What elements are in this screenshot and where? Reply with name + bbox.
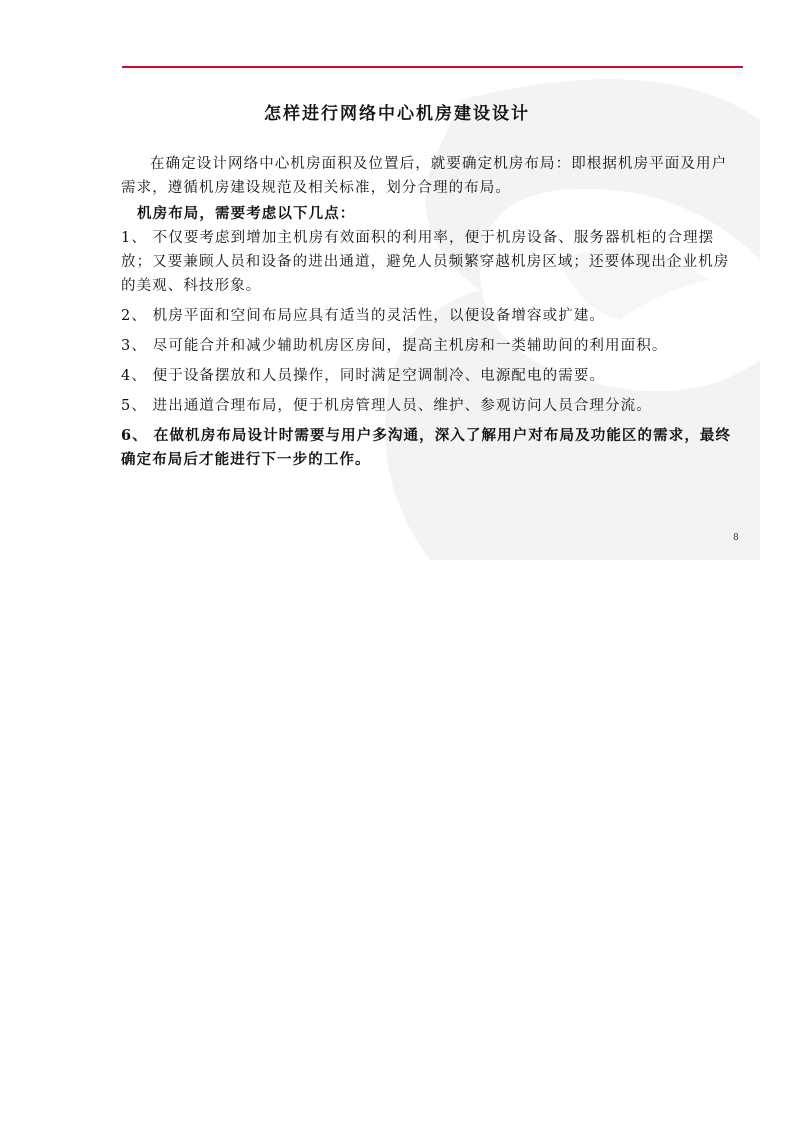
page-number: 8	[733, 533, 739, 543]
header-rule	[122, 66, 743, 68]
section-subheading: 机房布局，需要考虑以下几点：	[137, 205, 356, 222]
intro-paragraph: 在确定设计网络中心机房面积及位置后，就要确定机房布局：即根据机房平面及用户需求，遵循机房建设规范及相关标准，划分合理的布局。	[121, 156, 728, 196]
document-title: 怎样进行网络中心机房建设设计	[264, 104, 530, 124]
document-body	[121, 152, 733, 472]
list-item: 3、 尽可能合并和减少辅助机房区房间，提高主机房和一类辅助间的利用面积。	[121, 338, 668, 354]
list-item: 5、 进出通道合理布局，便于机房管理人员、维护、参观访问人员合理分流。	[121, 398, 652, 414]
list-item: 2、 机房平面和空间布局应具有适当的灵活性，以便设备增容或扩建。	[121, 308, 606, 324]
list-item-emphasis: 6、 在做机房布局设计时需要与用户多沟通，深入了解用户对布局及功能区的需求，最终确定布局后才能进行下一步的工作。	[121, 427, 732, 468]
list-item: 1、 不仅要考虑到增加主机房有效面积的利用率，便于机房设备、服务器机柜的合理摆放；又要兼顾人员和设备的进出通道，避免人员频繁穿越机房区域；还要体现出企业机房的美观、科技形象。	[121, 230, 730, 294]
list-item: 4、 便于设备摆放和人员操作，同时满足空调制冷、电源配电的需要。	[121, 368, 606, 384]
